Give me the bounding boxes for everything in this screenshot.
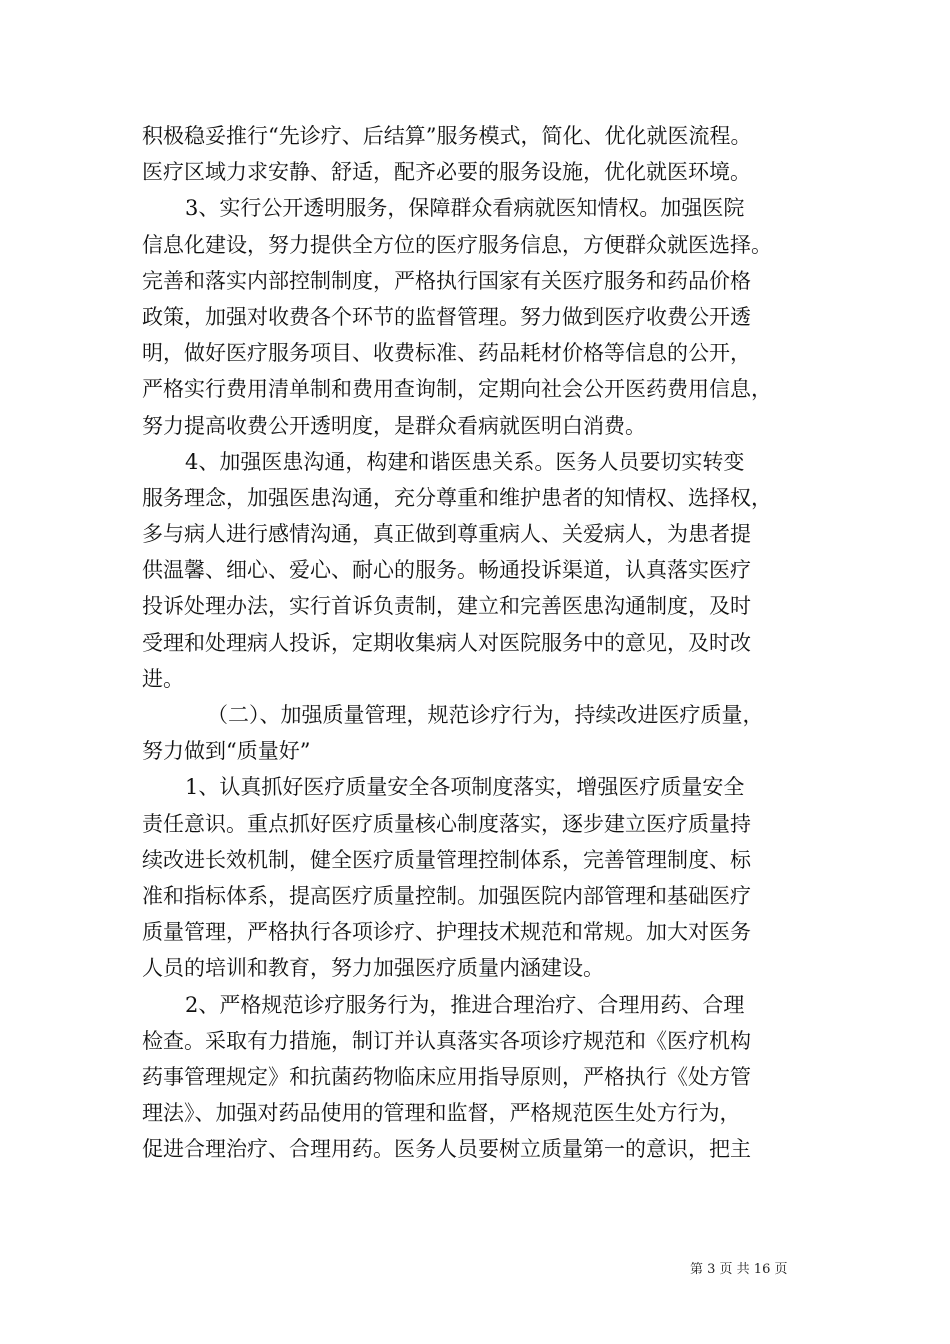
text-line: 促进合理治疗、合理用药。医务人员要树立质量第一的意识，把主 (142, 1137, 751, 1162)
section-heading-line: （二）、加强质量管理，规范诊疗行为，持续改进医疗质量， (207, 703, 764, 727)
text-line: 理法》、加强对药品使用的管理和监督，严格规范医生处方行为， (142, 1101, 741, 1126)
text-line: 严格实行费用清单制和费用查询制，定期向社会公开医药费用信息， (142, 377, 772, 402)
text-line: 责任意识。重点抓好医疗质量核心制度落实，逐步建立医疗质量持 (142, 811, 751, 836)
text-line: 药事管理规定》和抗菌药物临床应用指导原则，严格执行《处方管 (142, 1064, 751, 1089)
text-line: 努力提高收费公开透明度，是群众看病就医明白消费。 (142, 413, 646, 438)
text-line: 积极稳妥推行“先诊疗、后结算”服务模式，简化、优化就医流程。 (142, 124, 752, 148)
text-line: 政策，加强对收费各个环节的监督管理。努力做到医疗收费公开透 (142, 304, 751, 329)
section-heading-line: 努力做到“质量好” (142, 739, 311, 764)
paragraph-start-line: 1、认真抓好医疗质量安全各项制度落实，增强医疗质量安全 (185, 775, 745, 800)
text-line: 检查。采取有力措施，制订并认真落实各项诊疗规范和《医疗机构 (142, 1028, 751, 1053)
text-line: 准和指标体系，提高医疗质量控制。加强医院内部管理和基础医疗 (142, 883, 751, 908)
text-line: 投诉处理办法，实行首诉负责制，建立和完善医患沟通制度，及时 (142, 594, 751, 619)
text-line: 人员的培训和教育，努力加强医疗质量内涵建设。 (142, 956, 604, 981)
text-line: 供温馨、细心、爱心、耐心的服务。畅通投诉渠道，认真落实医疗 (142, 558, 751, 583)
text-line: 明，做好医疗服务项目、收费标准、药品耗材价格等信息的公开， (142, 341, 751, 366)
document-body (142, 118, 822, 1167)
text-line: 服务理念，加强医患沟通，充分尊重和维护患者的知情权、选择权， (142, 485, 772, 510)
text-line: 完善和落实内部控制制度，严格执行国家有关医疗服务和药品价格 (142, 268, 751, 293)
text-line: 续改进长效机制，健全医疗质量管理控制体系，完善管理制度、标 (142, 847, 751, 872)
text-line: 受理和处理病人投诉，定期收集病人对医院服务中的意见，及时改 (142, 630, 751, 655)
text-line: 质量管理，严格执行各项诊疗、护理技术规范和常规。加大对医务 (142, 920, 751, 945)
text-line: 信息化建设，努力提供全方位的医疗服务信息，方便群众就医选择。 (142, 232, 772, 257)
page-number: 第 3 页 共 16 页 (690, 1262, 788, 1277)
paragraph-start-line: 4、加强医患沟通，构建和谐医患关系。医务人员要切实转变 (185, 449, 745, 474)
paragraph-start-line: 3、实行公开透明服务，保障群众看病就医知情权。加强医院 (185, 196, 745, 221)
text-line: 多与病人进行感情沟通，真正做到尊重病人、关爱病人，为患者提 (142, 522, 751, 547)
text-line: 医疗区域力求安静、舒适，配齐必要的服务设施，优化就医环境。 (142, 160, 751, 185)
paragraph-start-line: 2、严格规范诊疗服务行为，推进合理治疗、合理用药、合理 (185, 992, 745, 1017)
text-line: 进。 (142, 666, 184, 691)
